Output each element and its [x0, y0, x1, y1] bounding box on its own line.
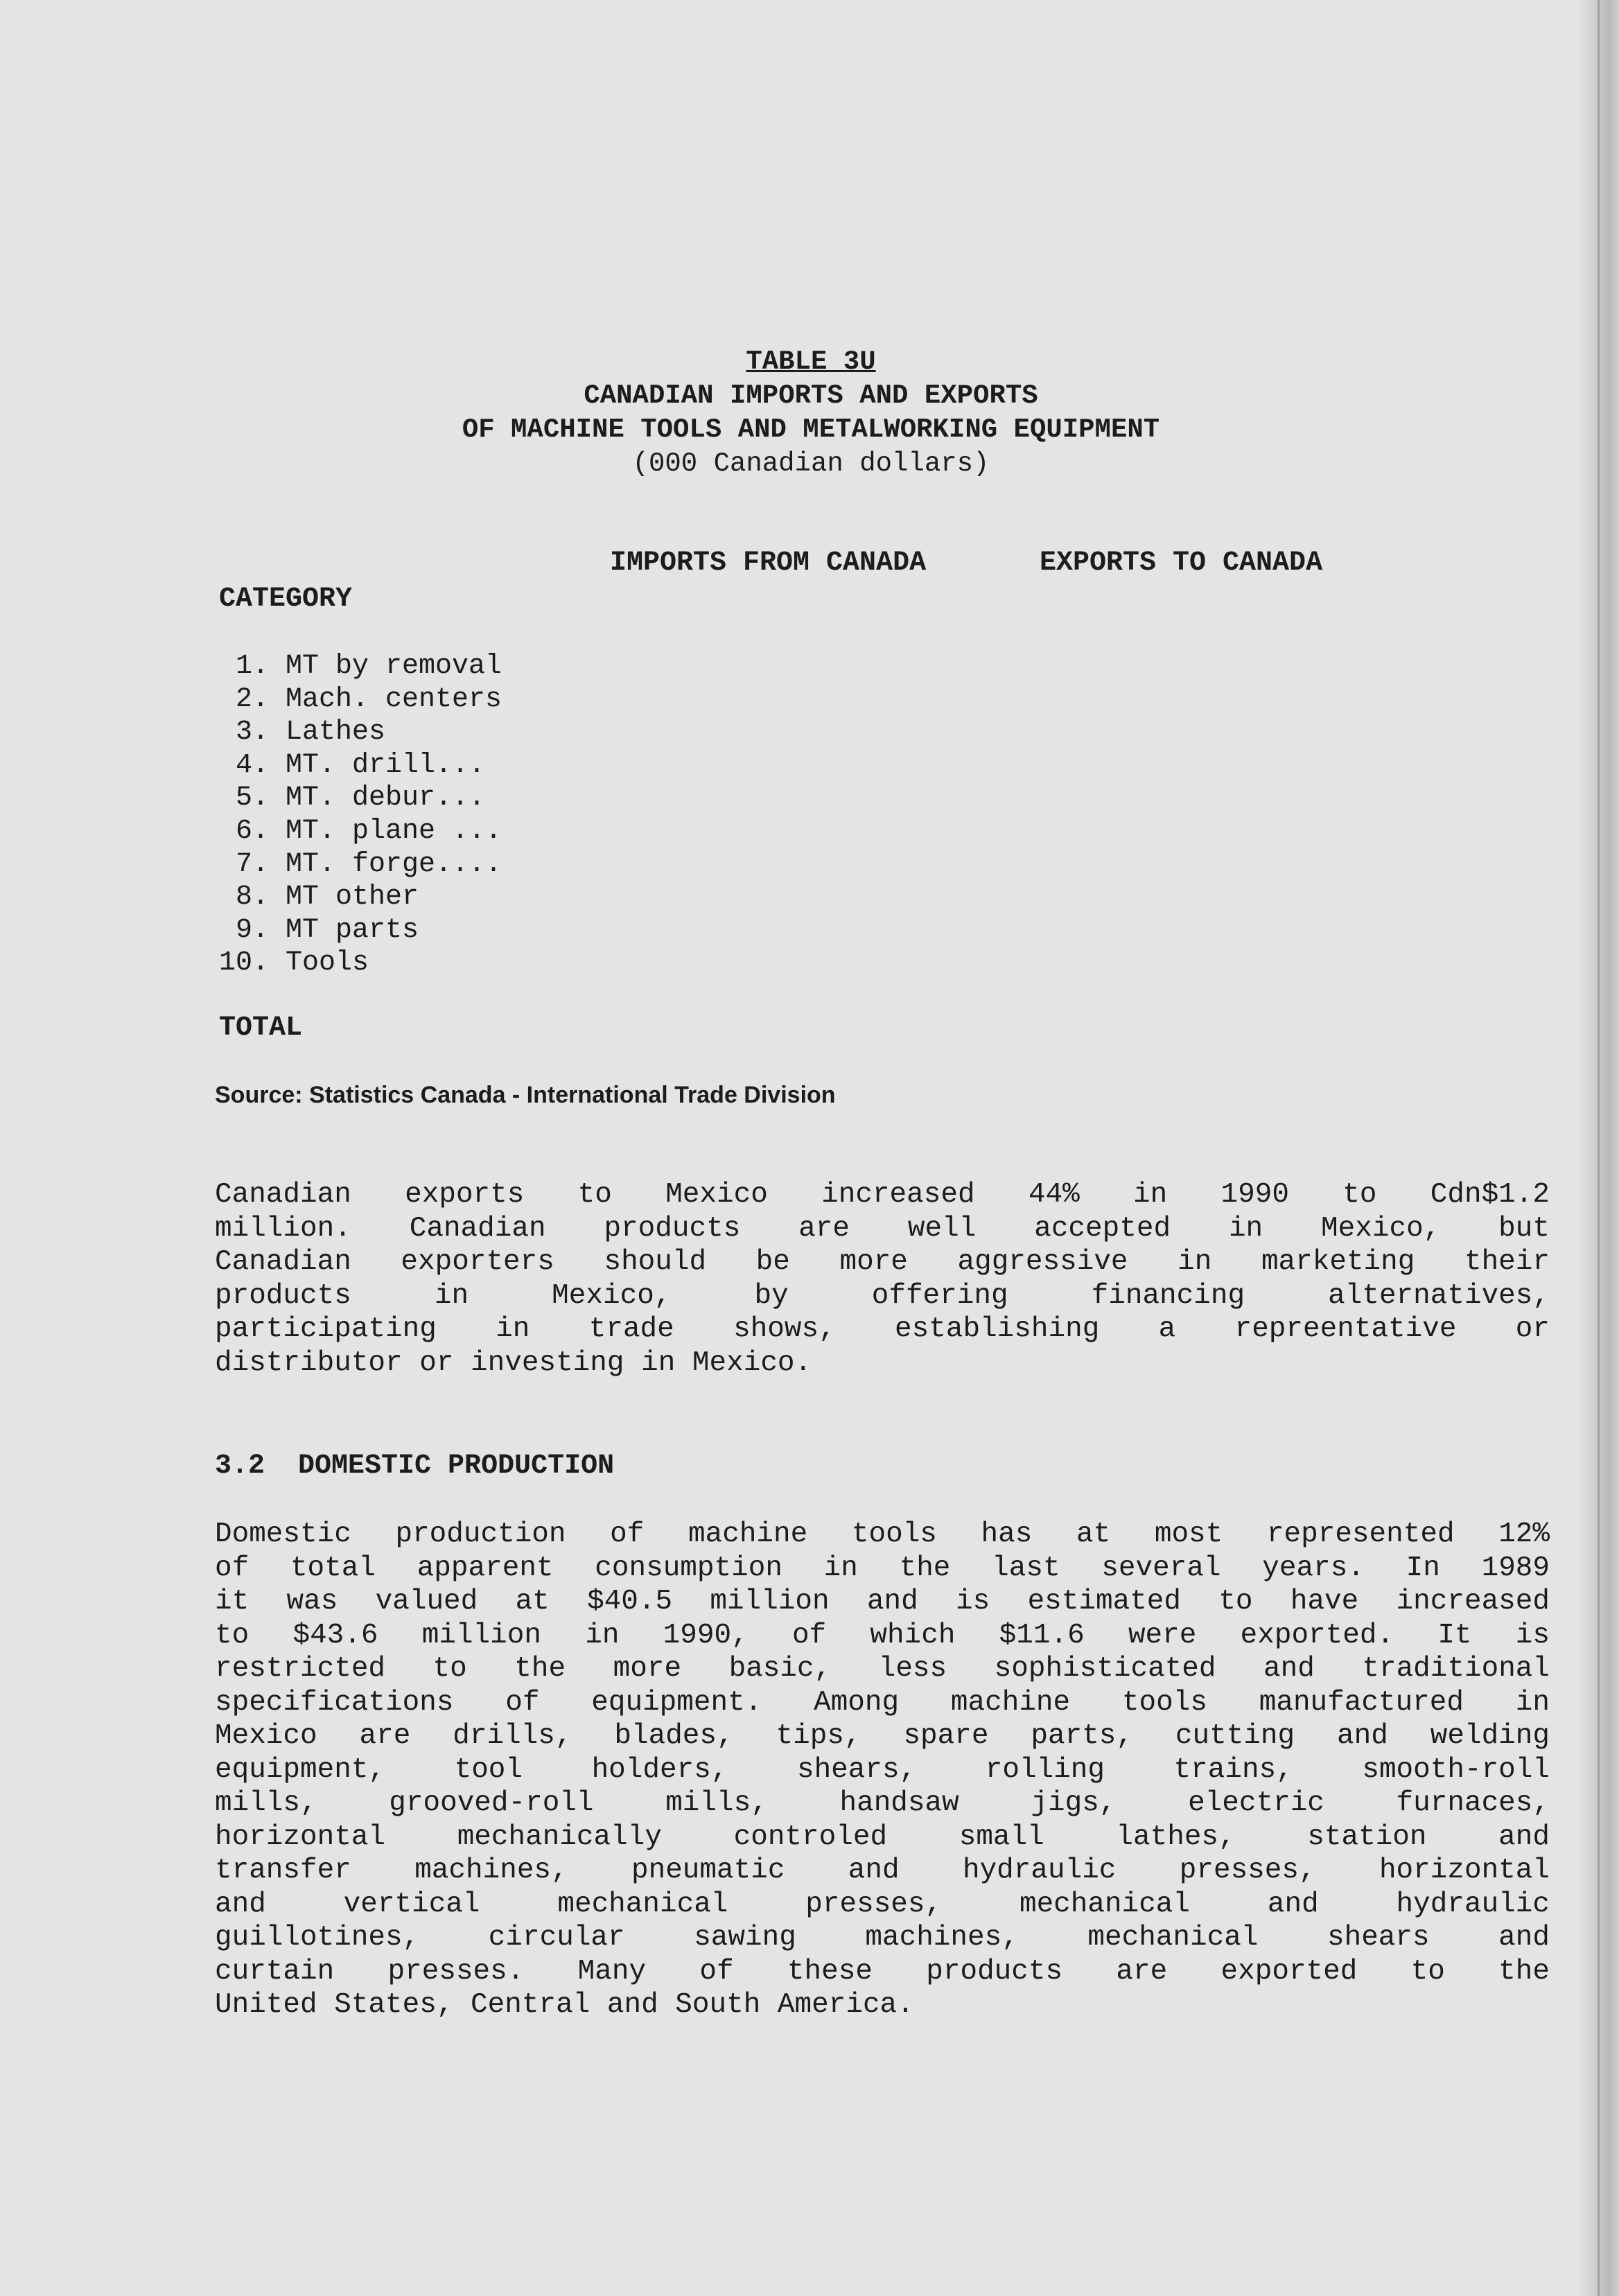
- table-subtitle-1: CANADIAN IMPORTS AND EXPORTS: [584, 380, 1038, 411]
- table-subtitle-2: OF MACHINE TOOLS AND METALWORKING EQUIPMENT: [462, 414, 1160, 445]
- paragraph-line: Canadian exports to Mexico increased 44% in 1990 to Cdn$1.2: [215, 1179, 1550, 1211]
- paragraph-line: curtain presses. Many of these products are exported to the: [215, 1955, 1550, 1988]
- table-row-label: 2. Mach. centers: [236, 683, 502, 715]
- paragraph-line: horizontal mechanically controled small lathes, station and: [215, 1821, 1550, 1853]
- paragraph-line: transfer machines, pneumatic and hydraulic presses, horizontal: [215, 1855, 1550, 1886]
- paragraph-line: distributor or investing in Mexico.: [215, 1347, 812, 1379]
- paragraph-line: to $43.6 million in 1990, of which $11.6 were exported. It is: [215, 1619, 1550, 1651]
- table-row-label: 3. Lathes: [236, 717, 386, 748]
- table-row-label: 10. Tools: [219, 947, 369, 979]
- paragraph-line: and vertical mechanical presses, mechanical and hydraulic: [215, 1888, 1550, 1920]
- table-row-label: 9. MT parts: [236, 914, 419, 946]
- paragraph-domestic-production: [215, 1518, 1550, 2022]
- total-label: TOTAL: [219, 1013, 303, 1044]
- section-heading: 3.2 DOMESTIC PRODUCTION: [215, 1451, 615, 1482]
- paragraph-line: specifications of equipment. Among machine tools manufactured in: [215, 1686, 1550, 1719]
- paragraph-line: restricted to the more basic, less sophisticated and traditional: [215, 1653, 1550, 1685]
- table-row-label: 1. MT by removal: [236, 651, 502, 682]
- table-title-block: [430, 345, 1192, 481]
- exports-group-header: EXPORTS TO CANADA: [1040, 547, 1323, 579]
- table-row-label: 7. MT. forge....: [236, 848, 502, 880]
- paragraph-line: equipment, tool holders, shears, rolling trains, smooth-roll: [215, 1753, 1550, 1786]
- table-source: Source: Statistics Canada - International Trade Division: [215, 1082, 836, 1108]
- paragraph-line: guillotines, circular sawing machines, mechanical shears and: [215, 1922, 1550, 1954]
- category-header: CATEGORY: [219, 584, 353, 615]
- table-row-label: 4. MT. drill...: [236, 749, 486, 781]
- paragraph-line: participating in trade shows, establishing a repreentative or: [215, 1313, 1550, 1345]
- paragraph-line: Domestic production of machine tools has at most represented 12%: [215, 1518, 1550, 1550]
- paragraph-line: million. Canadian products are well accepted in Mexico, but: [215, 1212, 1550, 1245]
- imports-group-header: IMPORTS FROM CANADA: [610, 547, 927, 579]
- paragraph-line: it was valued at $40.5 million and is estimated to have increased: [215, 1586, 1550, 1618]
- page-edge-line: [1598, 0, 1600, 2296]
- table-row-label: 6. MT. plane ...: [236, 816, 502, 847]
- paragraph-line: Canadian exporters should be more aggressive in marketing their: [215, 1246, 1550, 1278]
- paragraph-line: mills, grooved-roll mills, handsaw jigs, electric furnaces,: [215, 1787, 1550, 1819]
- paragraph-line: products in Mexico, by offering financing alternatives,: [215, 1279, 1550, 1312]
- table-units: (000 Canadian dollars): [632, 448, 990, 479]
- paragraph-line: of total apparent consumption in the last several years. In 1989: [215, 1552, 1550, 1584]
- paragraph-line: United States, Central and South America.: [215, 1989, 914, 2021]
- table-title: TABLE 3U: [746, 347, 876, 377]
- table-row-label: 5. MT. debur...: [236, 782, 486, 814]
- paragraph-line: Mexico are drills, blades, tips, spare parts, cutting and welding: [215, 1720, 1550, 1752]
- table-row-label: 8. MT other: [236, 882, 419, 913]
- paragraph-exports: [215, 1178, 1550, 1380]
